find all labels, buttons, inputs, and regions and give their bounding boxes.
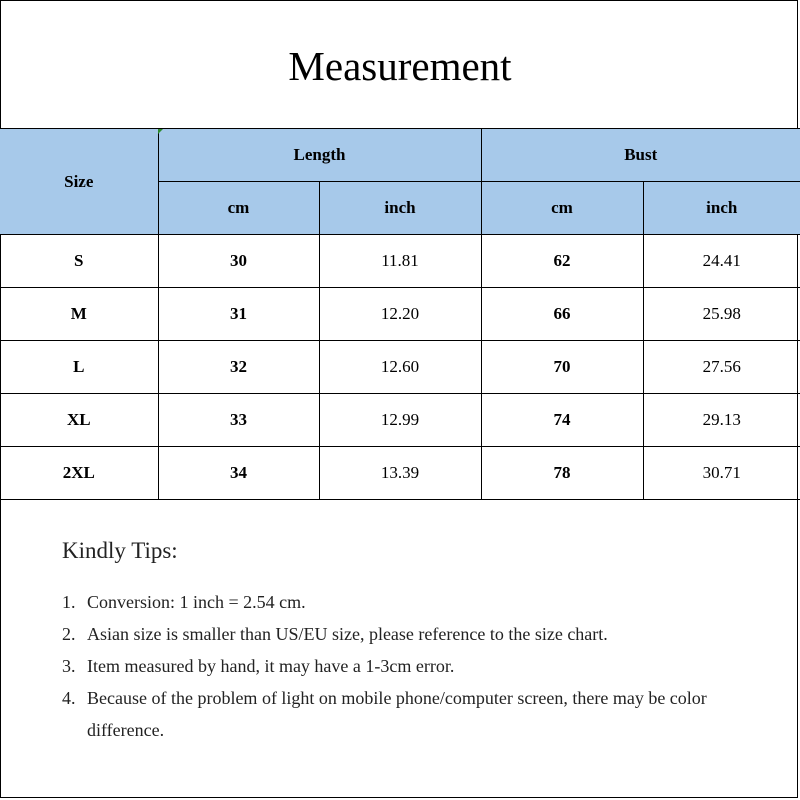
- size-cell: L: [0, 341, 158, 394]
- length-inch-cell: 12.60: [319, 341, 481, 394]
- bust-cm-header: cm: [481, 182, 643, 235]
- list-item: [62, 682, 762, 746]
- tips-heading: Kindly Tips:: [62, 538, 178, 563]
- table-row: [0, 394, 800, 447]
- bust-inch-cell: 27.56: [643, 341, 800, 394]
- bust-inch-cell: 25.98: [643, 288, 800, 341]
- size-cell: M: [0, 288, 158, 341]
- table-row: [0, 235, 800, 288]
- bust-cm-cell: 66: [481, 288, 643, 341]
- tip-number: 3.: [62, 656, 76, 676]
- bust-group-header: Bust: [481, 129, 800, 182]
- table-row: [0, 341, 800, 394]
- cell-comment-marker: [158, 129, 163, 134]
- size-cell: 2XL: [0, 447, 158, 500]
- length-cm-cell: 32: [158, 341, 319, 394]
- list-item: [62, 618, 762, 650]
- page-title: Measurement: [288, 43, 512, 89]
- length-cm-header: cm: [158, 182, 319, 235]
- bust-cm-cell: 74: [481, 394, 643, 447]
- tip-number: 1.: [62, 592, 76, 612]
- length-cm-cell: 34: [158, 447, 319, 500]
- size-cell: S: [0, 235, 158, 288]
- tip-text: Conversion: 1 inch = 2.54 cm.: [87, 592, 306, 612]
- list-item: [62, 586, 762, 618]
- size-column-header: Size: [0, 129, 158, 235]
- tip-text: Because of the problem of light on mobile phone/computer screen, there may be color difference.: [87, 688, 707, 740]
- length-inch-cell: 12.20: [319, 288, 481, 341]
- bust-inch-cell: 29.13: [643, 394, 800, 447]
- tips-list: [62, 586, 762, 746]
- bust-inch-cell: 24.41: [643, 235, 800, 288]
- length-inch-cell: 13.39: [319, 447, 481, 500]
- bust-inch-cell: 30.71: [643, 447, 800, 500]
- table-row: [0, 447, 800, 500]
- bust-cm-cell: 78: [481, 447, 643, 500]
- length-group-header: Length: [158, 129, 481, 182]
- bust-cm-cell: 70: [481, 341, 643, 394]
- length-cm-cell: 30: [158, 235, 319, 288]
- tip-text: Asian size is smaller than US/EU size, please reference to the size chart.: [87, 624, 608, 644]
- length-inch-cell: 12.99: [319, 394, 481, 447]
- list-item: [62, 650, 762, 682]
- bust-inch-header: inch: [643, 182, 800, 235]
- table-row: [0, 288, 800, 341]
- tips-section: [62, 534, 762, 746]
- tip-text: Item measured by hand, it may have a 1-3cm error.: [87, 656, 455, 676]
- bust-cm-cell: 62: [481, 235, 643, 288]
- length-inch-header: inch: [319, 182, 481, 235]
- size-cell: XL: [0, 394, 158, 447]
- tip-number: 2.: [62, 624, 76, 644]
- length-inch-cell: 11.81: [319, 235, 481, 288]
- size-chart-table: [0, 128, 800, 500]
- tip-number: 4.: [62, 688, 76, 708]
- length-cm-cell: 33: [158, 394, 319, 447]
- table-header-row: [0, 129, 800, 182]
- length-cm-cell: 31: [158, 288, 319, 341]
